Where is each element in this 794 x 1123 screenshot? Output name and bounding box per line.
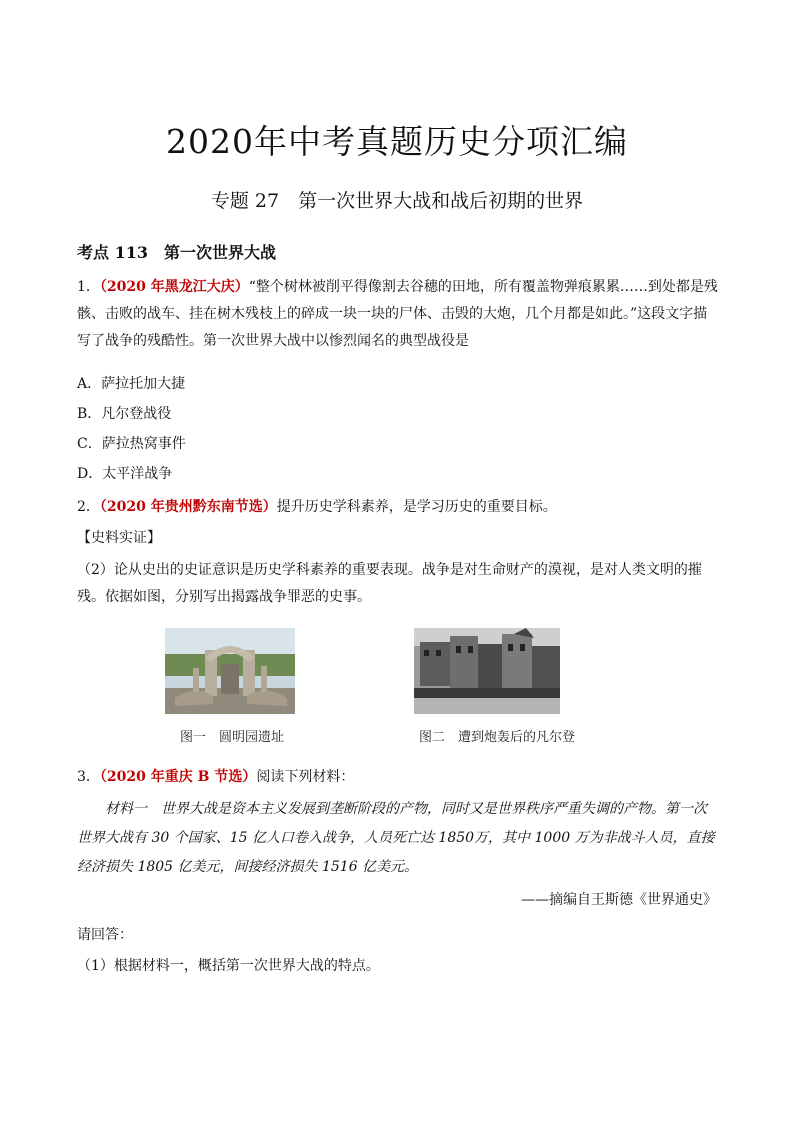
page-title: 2020年中考真题历史分项汇编 [166,122,628,161]
question-1 [77,274,719,355]
figure-1-caption: 图一 圆明园遗址 [180,730,285,745]
section-heading: 考点 113 第一次世界大战 [77,243,276,262]
question-3 [77,764,719,791]
question-1-number: 1． [77,279,100,295]
answer-prompt: 请回答： [77,927,133,943]
figure-2-caption: 图二 遭到炮轰后的凡尔登 [419,730,576,745]
verdun-bombardment-image [414,628,560,714]
question-1-text: “整个树林被削平得像割去谷穗的田地，所有覆盖物弹痕累累……到处都是残骸、击败的战车、挂在树木残枝上的碎成一块一块的尸体、击毁的大炮，几个月都是如此。”这段文字描写了战争的残酷性。第一次世界大战中以惨烈闻名的典型战役是 [77,279,718,349]
question-2-number: 2． [77,499,100,515]
question-2-heading: 【史料实证】 [77,530,161,546]
question-1-option-c: C．萨拉热窝事件 [77,436,186,452]
question-1-option-a: A．萨拉托加大捷 [77,376,186,392]
material-citation: ——摘编自王斯德《世界通史》 [521,892,717,908]
question-3-source: （2020 年重庆 B 节选） [99,769,257,785]
question-1-option-b: B．凡尔登战役 [77,406,172,422]
question-1-option-d: D．太平洋战争 [77,466,173,482]
material-1: 材料一 世界大战是资本主义发展到垄断阶段的产物，同时又是世界秩序严重失调的产物。第一次世界大战有 30 个国家、15 亿人口卷入战争，人员死亡达 1850万，其中 1000 万为非战斗人员，直接经济损失 1805 亿美元，间接经济损失 1516 亿美元。 [77,801,715,875]
question-2-source: （2020 年贵州黔东南节选） [99,499,277,515]
question-3-text: 阅读下列材料： [256,769,355,785]
question-1-source: （2020 年黑龙江大庆） [99,279,249,295]
question-2-text: 提升历史学科素养，是学习历史的重要目标。 [276,499,557,515]
page-subtitle: 专题 27 第一次世界大战和战后初期的世界 [210,190,584,212]
question-3-number: 3． [77,769,100,785]
question-2-subquestion: （2）论从史出的史证意识是历史学科素养的重要表现。战争是对生命财产的漠视，是对人类文明的摧残。依据如图，分别写出揭露战争罪恶的史事。 [77,562,702,605]
question-2 [77,494,719,521]
yuanmingyuan-ruins-image [165,628,295,714]
yuanmingyuan-ruins-illustration [165,628,295,714]
verdun-ruins-illustration [414,628,560,714]
question-3-subquestion-1: （1）根据材料一，概括第一次世界大战的特点。 [77,958,380,974]
